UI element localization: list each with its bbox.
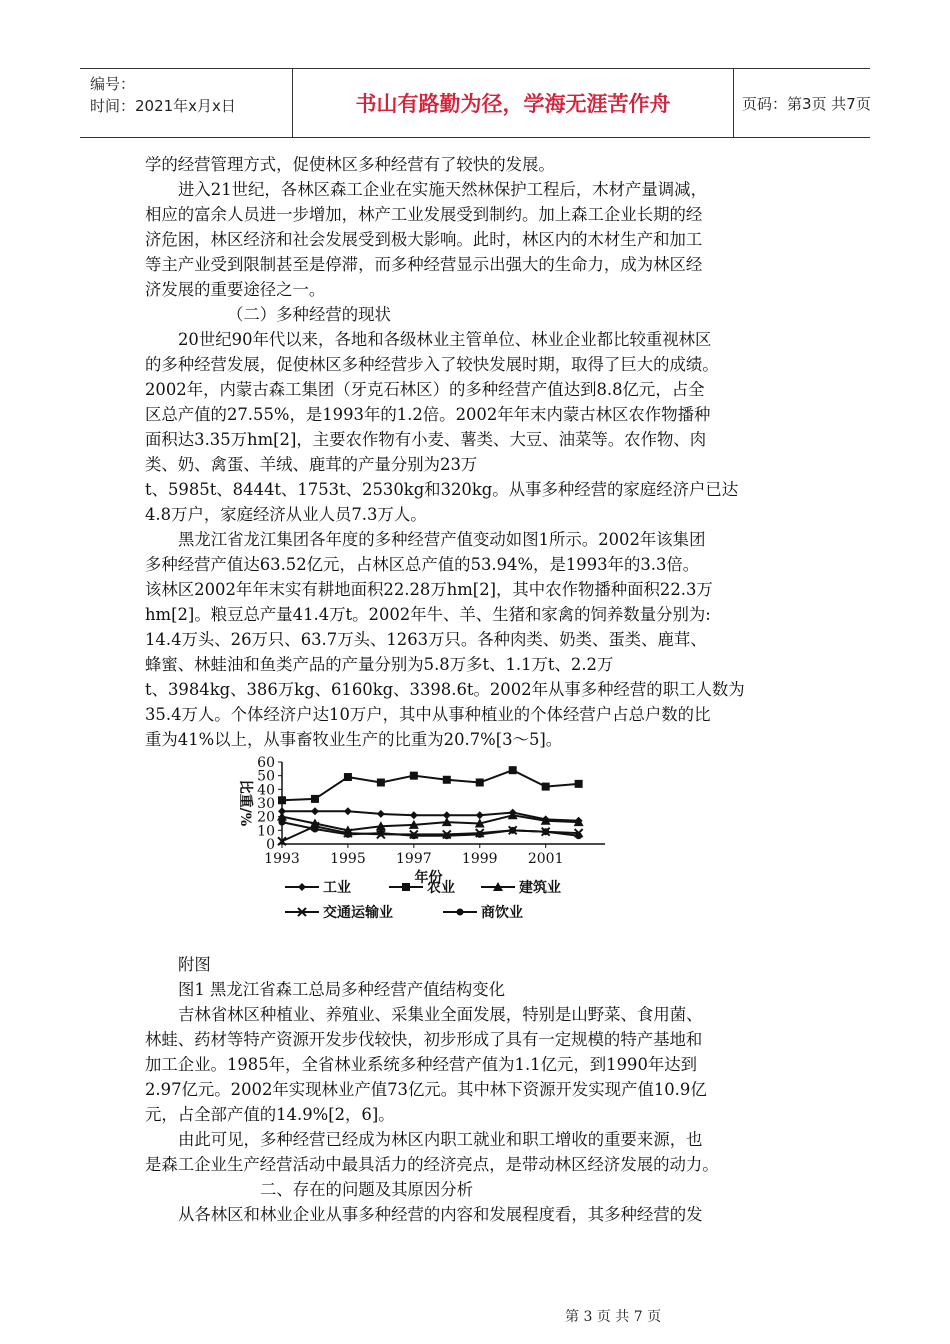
text-line: 济发展的重要途径之一。 [145, 280, 326, 299]
data-point [377, 779, 385, 787]
text-line: 35.4万人。个体经济户达10万户，其中从事种植业的个体经营户占总户数的比 [145, 705, 711, 724]
legend-item [285, 880, 351, 896]
series-line [282, 826, 579, 841]
text-line: 由此可见，多种经营已经成为林区内职工就业和职工增收的重要来源，也 [178, 1130, 703, 1149]
data-point [344, 831, 351, 838]
data-point [508, 810, 518, 819]
figure-caption: 图1 黑龙江省森工总局多种经营产值结构变化 [178, 980, 506, 999]
text-line: 20世纪90年代以来，各地和各级林业主管单位、林业企业都比较重视林区 [178, 330, 712, 349]
text-line: 元，占全部产值的14.9%[2，6]。 [145, 1105, 395, 1124]
legend-item [285, 904, 393, 921]
header-motto: 书山有路勤为径，学海无涯苦作舟 [292, 69, 734, 137]
section-heading: 二、存在的问题及其原因分析 [260, 1180, 474, 1199]
text-line: t、3984kg、386万kg、6160kg、3398.6t。2002年从事多种经营的职工人数为 [145, 680, 745, 699]
text-line: 等主产业受到限制甚至是停滞，而多种经营显示出强大的生命力，成为林区经 [145, 255, 703, 274]
chart-series [277, 766, 584, 845]
text-line: 4.8万户，家庭经济从业人员7.3万人。 [145, 505, 427, 524]
document-body [145, 152, 815, 1227]
x-tick-label: 1999 [461, 851, 498, 867]
header-left [90, 73, 236, 117]
text-line: 是森工企业生产经营活动中最具活力的经济亮点，是带动林区经济发展的动力。 [145, 1155, 719, 1174]
figure-label: 附图 [178, 955, 211, 974]
text-line: 的多种经营发展，促使林区多种经营步入了较快发展时期，取得了巨大的成绩。 [145, 355, 719, 374]
data-point [410, 772, 418, 780]
legend-label: 建筑业 [519, 880, 561, 896]
data-point [476, 811, 484, 819]
text-line: 从各林区和林业企业从事多种经营的内容和发展程度看，其多种经营的发 [178, 1205, 703, 1224]
page-footer: 第 3 页 共 7 页 [565, 1309, 662, 1325]
series-line [282, 770, 579, 800]
x-tick-label: 1995 [330, 851, 366, 867]
figure-1-chart [145, 752, 815, 952]
text-line: 区总产值的27.55%，是1993年的1.2倍。2002年年末内蒙古林区农作物播种 [145, 405, 711, 424]
data-point [377, 810, 385, 818]
data-point [476, 779, 484, 787]
data-point [443, 832, 450, 839]
page-header [80, 68, 870, 138]
data-point [410, 811, 418, 819]
text-line: 学的经营管理方式，促使林区多种经营有了较快的发展。 [145, 155, 555, 174]
y-axis-label: 比重/% [237, 779, 253, 827]
y-tick-label: 20 [257, 809, 275, 826]
legend-label: 农业 [427, 880, 455, 896]
text-line: 面积达3.35万hm[2]，主要农作物有小麦、薯类、大豆、油菜等。农作物、肉 [145, 430, 707, 449]
text-line: 类、奶、禽蛋、羊绒、鹿茸的产量分别为23万 [145, 455, 478, 474]
y-tick-label: 0 [266, 837, 275, 853]
text-line: 黑龙江省龙江集团各年度的多种经营产值变动如图1所示。2002年该集团 [178, 530, 706, 549]
text-line: 济危困，林区经济和社会发展受到极大影响。此时，林区内的木材生产和加工 [145, 230, 703, 249]
y-tick-label: 50 [257, 768, 275, 785]
text-line: 吉林省林区种植业、养殖业、采集业全面发展，特别是山野菜、食用菌、 [178, 1005, 703, 1024]
x-tick-label: 2001 [527, 851, 564, 867]
legend-item [481, 879, 561, 896]
legend-label: 交通运输业 [323, 905, 393, 921]
legend-marker [402, 883, 410, 891]
legend-marker [298, 883, 306, 891]
data-point [575, 832, 582, 839]
page-number-label: 页码：第3页 共7页 [742, 94, 871, 113]
y-tick-label: 60 [257, 755, 275, 771]
data-point [344, 773, 352, 781]
data-point [542, 783, 550, 791]
data-point [279, 819, 286, 826]
data-point [410, 832, 417, 839]
legend-marker [457, 909, 464, 916]
data-point [377, 830, 384, 837]
legend-label: 工业 [323, 880, 351, 896]
data-point [311, 795, 319, 803]
data-point [509, 827, 516, 834]
x-tick-label: 1993 [264, 851, 300, 867]
series-0 [278, 807, 583, 825]
text-line: 多种经营产值达63.52亿元，占林区总产值的53.94%，是1993年的3.3倍。 [145, 555, 700, 574]
data-point [542, 828, 549, 835]
text-line: 蜂蜜、林蛙油和鱼类产品的产量分别为5.8万多t、1.1万t、2.2万 [145, 655, 614, 674]
y-tick-label: 40 [257, 782, 275, 799]
text-line: 重为41%以上，从事畜牧业生产的比重为20.7%[3～5]。 [145, 730, 563, 749]
section-heading: （二）多种经营的现状 [227, 305, 391, 324]
text-line: 进入21世纪，各林区森工企业在实施天然林保护工程后，木材产量调减， [178, 180, 707, 199]
y-tick-label: 30 [257, 796, 275, 812]
legend-label: 商饮业 [481, 905, 523, 921]
y-tick-label: 10 [257, 823, 275, 840]
data-point [443, 776, 451, 784]
text-line: 该林区2002年年末实有耕地面积22.28万hm[2]，其中农作物播种面积22.3万 [145, 580, 713, 599]
text-line: 14.4万头、26万只、63.7万头、1263万只。各种肉类、奶类、蛋类、鹿茸、 [145, 630, 707, 649]
text-line: 2002年，内蒙古森工集团（牙克石林区）的多种经营产值达到8.8亿元，占全 [145, 380, 705, 399]
data-point [311, 825, 318, 832]
x-axis-label: 年份 [414, 870, 443, 886]
series-1 [278, 766, 583, 804]
text-line: t、5985t、8444t、1753t、2530kg和320kg。从事多种经营的家庭经济户已达 [145, 480, 739, 499]
data-point [509, 766, 517, 774]
text-line: 加工企业。1985年，全省林业系统多种经营产值为1.1亿元，到1990年达到 [145, 1055, 698, 1074]
data-point [278, 796, 286, 804]
number-label: 编号： [90, 75, 136, 93]
data-point [575, 780, 583, 788]
text-line: 林蛙、药材等特产资源开发步伐较快，初步形成了具有一定规模的特产基地和 [145, 1030, 703, 1049]
data-point [344, 807, 352, 815]
data-point [311, 807, 319, 815]
text-line: hm[2]。粮豆总产量41.4万t。2002年牛、羊、生猪和家禽的饲养数量分别为: [145, 605, 711, 624]
text-line: 2.97亿元。2002年实现林业产值73亿元。其中林下资源开发实现产值10.9亿 [145, 1080, 707, 1099]
text-line: 相应的富余人员进一步增加，林产工业发展受到制约。加上森工企业长期的经 [145, 205, 703, 224]
chart-svg [145, 752, 815, 952]
legend-item [443, 904, 523, 921]
text-after-figure [145, 952, 815, 1227]
data-point [476, 831, 483, 838]
x-tick-label: 1997 [396, 851, 432, 867]
time-label: 时间：2021年x月x日 [90, 97, 236, 115]
text-before-figure [145, 152, 815, 752]
